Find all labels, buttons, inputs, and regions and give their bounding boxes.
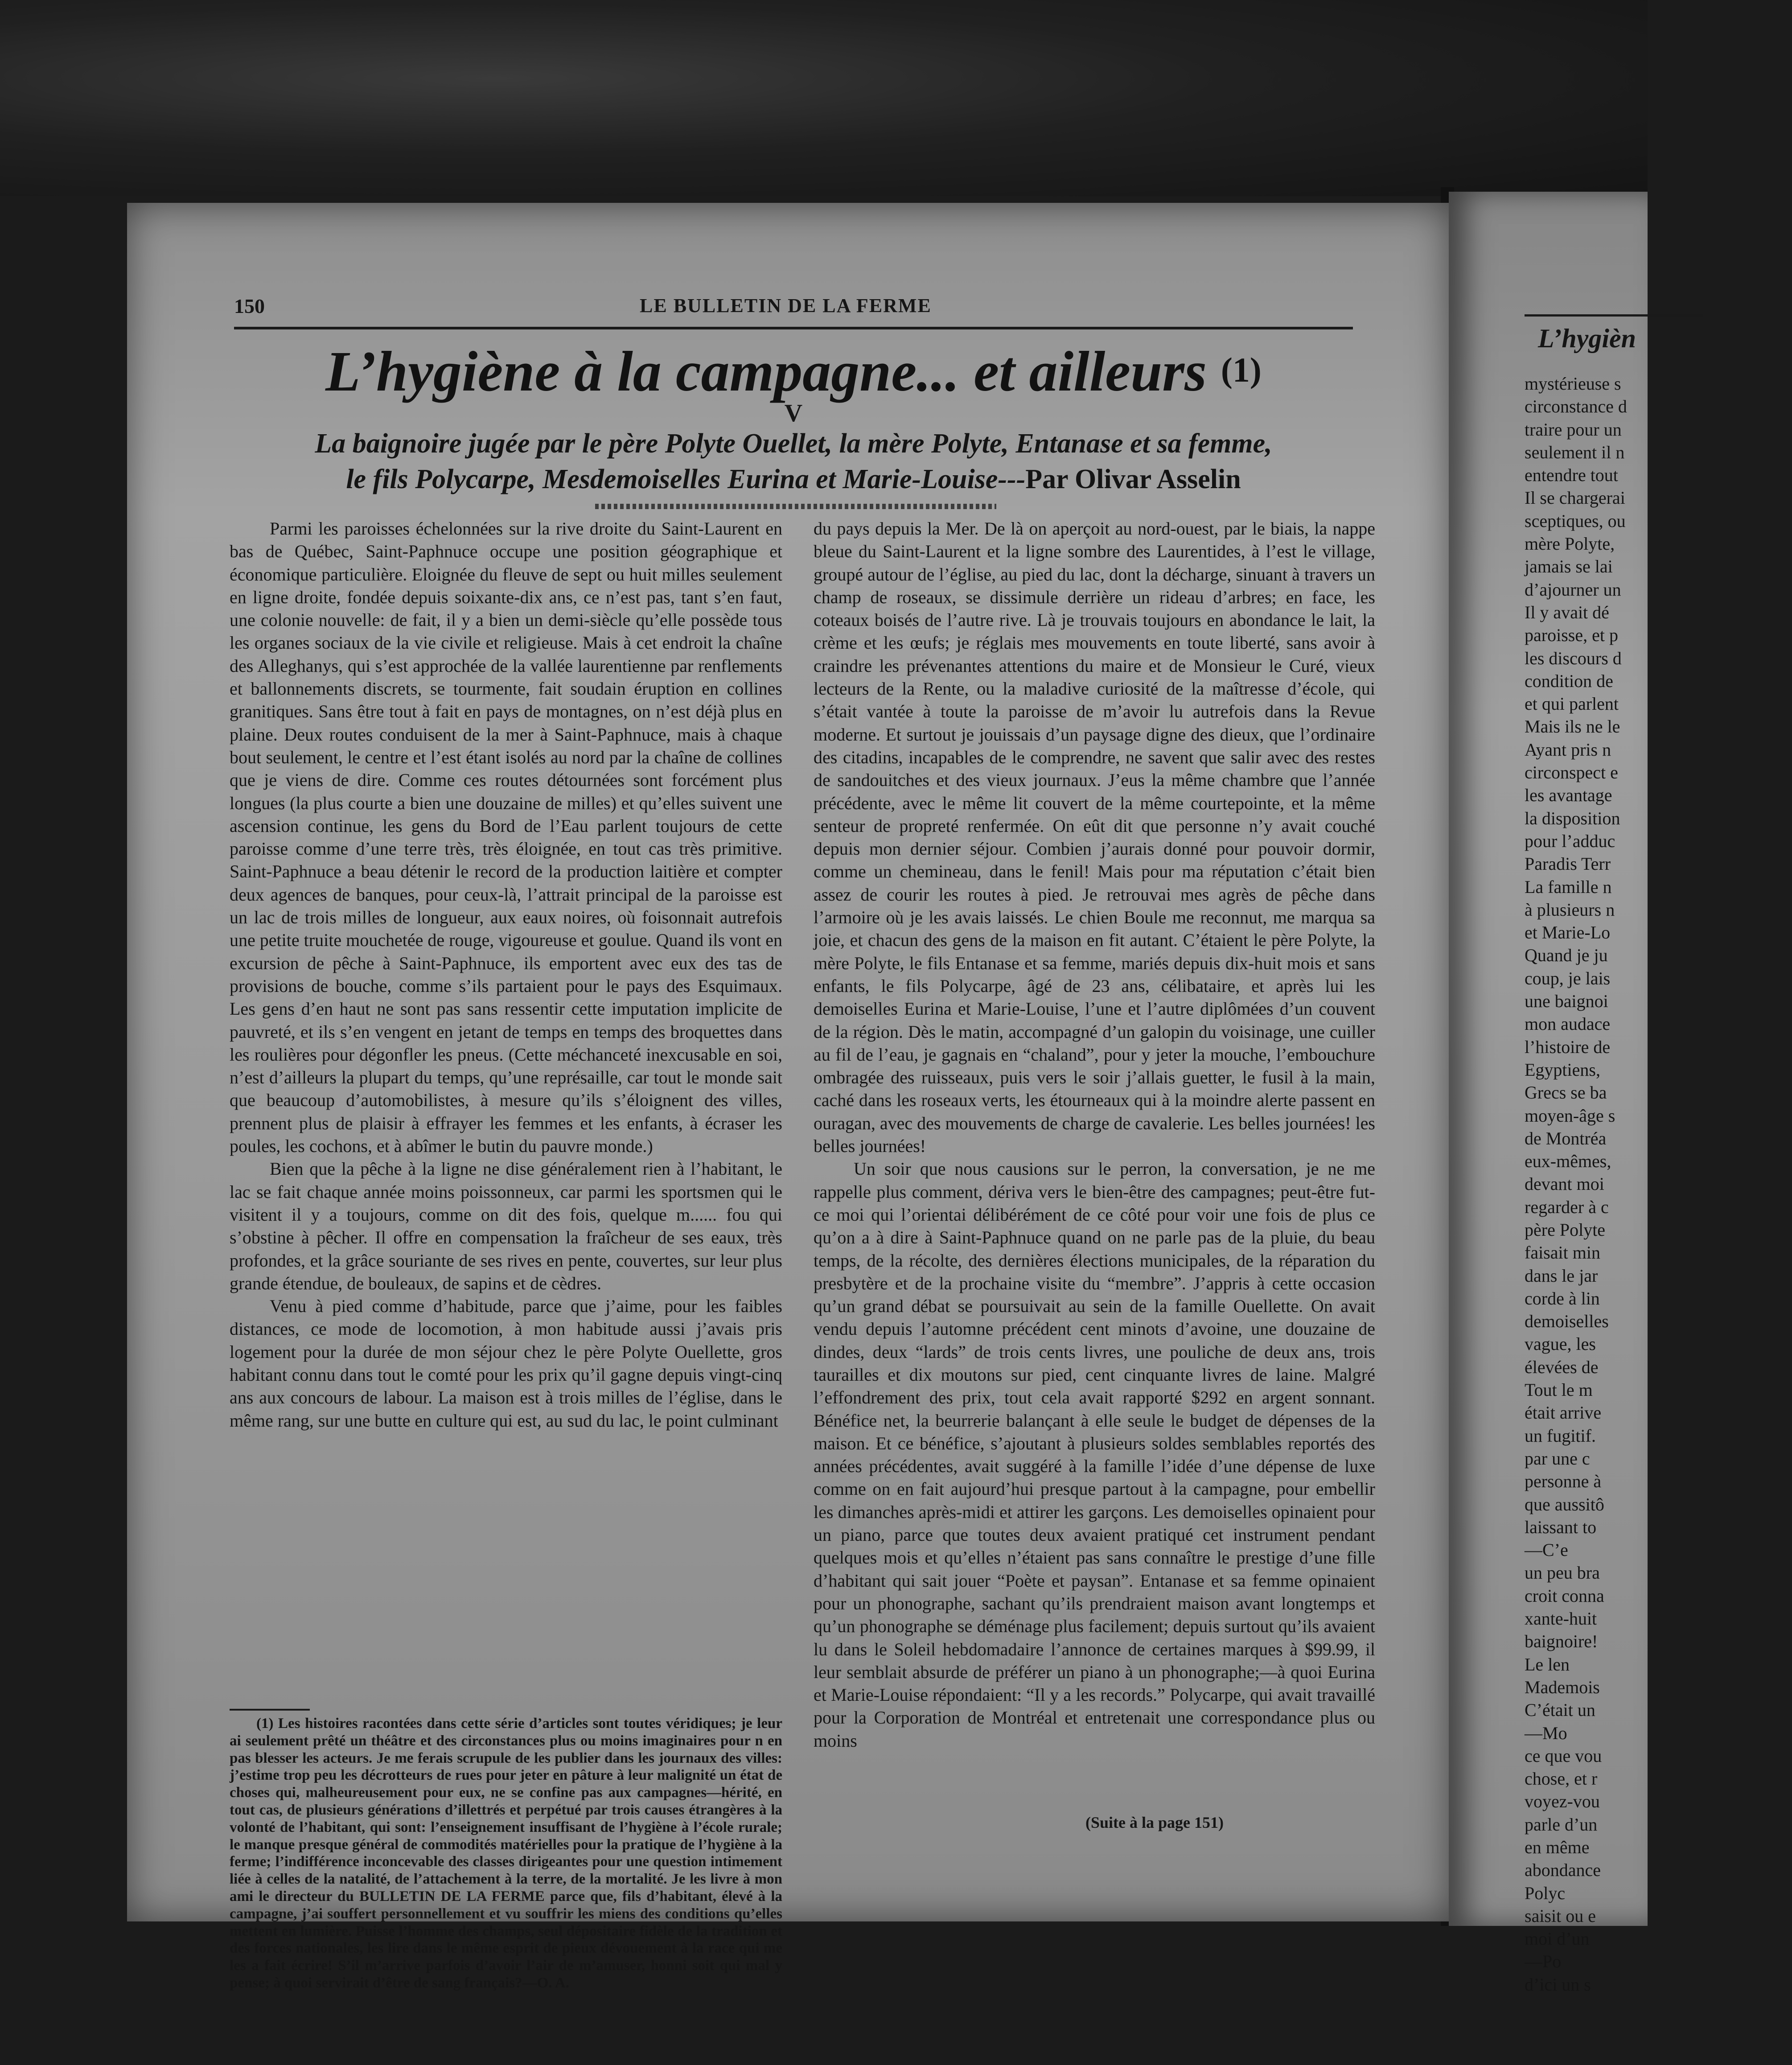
next-page-line: Mademois <box>1525 1677 1600 1697</box>
next-page-line: devant moi <box>1525 1174 1604 1194</box>
next-page-line: Mais ils ne le <box>1525 716 1620 737</box>
next-page-line: coup, je lais <box>1525 968 1611 988</box>
paragraph: du pays depuis la Mer. De là on aperçoit au nord-ouest, par le biais, la nappe bleue du Saint-Laurent et la ligne sombre des Laurentides, à l’est le village, groupé autour de l’église, au pied du lac, dont la décharge, sinuant à travers un champ de roseaux, se dissimule derrière un rideau d’arbres; en face, les coteaux boisés de l’autre rive. Là je trouvais toujours en abondance le lait, la crème et les œufs; je réglais mes mouvements en toute liberté, sans avoir à craindre les prévenantes attentions du maire et de Monsieur le Curé, vieux lecteurs de la Rente, ou la maladive curiosité de la maîtresse d’école, qui s’était vantée à toute la paroisse de m’avoir lu autrefois dans la Revue moderne. Et surtout je jouissais d’un paysage digne des dieux, que l’ordinaire des citadins, incapables de le comprendre, ne savent que salir avec des restes de sandouitches et des vieux journaux. J’eus la même chambre que l’année précédente, avec le même lit couvert de la même courtepointe, et la même senteur de propreté renfermée. On eût dit que personne n’y avait couché depuis mon dernier séjour. Combien j’aurais donné pour pouvoir dormir, comme un chemineau, dans le fenil! Mais pour ma réputation c’était bien assez de courir les routes à pied. Je retrouvai mes agrès de pêche dans l’armoire où je les avais laissés. Le chien Boule me reconnut, me marqua sa joie, et chacun des gens de la maison en fit autant. C’étaient le père Polyte, la mère Polyte, le fils Entanase et sa femme, mariés depuis dix-huit mois et sans enfants, le fils Polycarpe, âgé de 23 ans, célibataire, et après lui les demoiselles Eurina et Marie-Louise, l’une et l’autre diplômées d’un couvent de la région. Dès le matin, accompagné d’un galopin du voisinage, une cuiller au fil de l’eau, je gagnais en “chaland”, pour y jeter la mouche, l’embouchure ombragée des ruisseaux, puis vers le soir j’allais guetter, le fusil à la main, caché dans les roseaux verts, les étourneaux qui à la moindre alerte passent en ouragan, avec des mouvements de charge de cavalerie. Les belles journées! les belles journées! <box>814 518 1375 1156</box>
next-page-line: l’histoire de <box>1525 1037 1611 1057</box>
next-page-line: à plusieurs n <box>1525 899 1615 920</box>
next-page-line: ce que vou <box>1525 1745 1602 1766</box>
next-page-line: les avantage <box>1525 785 1612 806</box>
next-page-line: condition de <box>1525 671 1613 691</box>
journal-name: LE BULLETIN DE LA FERME <box>640 295 932 317</box>
next-page-line: d’ici un s <box>1525 1974 1591 1995</box>
next-page-line: faisait min <box>1525 1242 1600 1263</box>
next-page-line: mon audace <box>1525 1014 1611 1034</box>
subtitle-line-2 <box>234 461 1353 497</box>
page-151-fragment <box>1449 192 1648 1995</box>
next-page-title: L’hygièn <box>1538 324 1636 353</box>
article-part-number: V <box>784 399 803 427</box>
next-page-line: en même <box>1525 1837 1590 1857</box>
next-page-line: entendre tout <box>1525 465 1618 485</box>
next-page-line: La famille n <box>1525 876 1612 897</box>
next-page-line: regarder à c <box>1525 1197 1609 1217</box>
next-page-line: croit conna <box>1525 1585 1604 1606</box>
next-page-column <box>1525 372 1792 1996</box>
next-page-line: chose, et r <box>1525 1769 1598 1789</box>
next-page-line: les discours d <box>1525 648 1622 668</box>
next-page-header-rule <box>1525 314 1703 317</box>
next-page-line: circonspect e <box>1525 762 1618 783</box>
next-page-line: dans le jar <box>1525 1265 1598 1286</box>
next-page-line: voyez-vou <box>1525 1791 1600 1812</box>
page-150 <box>127 203 1451 1991</box>
next-page-line: Il se chargerai <box>1525 488 1625 508</box>
next-page-line: seulement il n <box>1525 442 1625 462</box>
paragraph: Un soir que nous causions sur le perron, la conversation, je ne me rappelle plus comment, dériva vers le bien-être des campagnes; peut-être fut-ce moi qui l’orientai délibérément de ce côté pour voir une fois de plus ce qu’on a à dire à Saint-Paphnuce quand on ne parle pas de la pluie, du beau temps, de la récolte, des dernières élections municipales, de la réparation du presbytère et de la prochaine visite du “membre”. J’appris à cette occasion qu’un grand débat se poursuivait au sein de la famille Ouellette. On avait vendu depuis l’automne précédent cent minots d’avoine, une douzaine de dindes, deux “lards” de trois cents livres, une pouliche de deux ans, trois taurailles et dix moutons sur pied, cent cinquante livres de laine. Malgré l’effondrement des prix, tout cela avait rapporté $292 en argent sonnant. Bénéfice net, la beurrerie balançant à elle seule le budget de dépenses de la maison. Et ce bénéfice, s’ajoutant à plusieurs soldes semblables reportés des années précédentes, avait suggéré à la famille l’idée d’une dépense de luxe comme on en fait aujourd’hui presque partout à la campagne, pour embellir les dimanches après-midi et attirer les garçons. Les demoiselles opinaient pour un piano, parce que toutes deux avaient pratiqué cet instrument pendant quelques mois et qu’elles n’étaient pas sans connaître le prestige d’une fille d’habitant qui sait jouer “Poète et paysan”. Entanase et sa femme opinaient pour un phonographe, sachant qu’ils prendraient maison avant longtemps et qu’un phonographe se déménage plus facilement; depuis surtout qu’ils avaient lu dans le Soleil hebdomadaire l’annonce de certaines marques à $99.99, il leur semblait absurde de préférer un piano à un phonographe;—à quoi Eurina et Marie-Louise répondaient: “Il y a les records.” Polycarpe, qui avait travaillé pour la Corporation de Montréal et entretenait une correspondance plus ou moins <box>814 1159 1375 1751</box>
next-page-line: sceptiques, ou <box>1525 510 1626 531</box>
left-column <box>230 517 782 1432</box>
next-page-line: —Mo <box>1525 1723 1567 1743</box>
paragraph: Venu à pied comme d’habitude, parce que j’aime, pour les faibles distances, ce mode de locomotion, à mon habitude aussi j’avais pris logement pour la durée de mon séjour chez le père Polyte Ouellette, gros habitant connu dans tout le comté pour les prix qu’il gagne depuis vingt-cinq ans aux concours de labour. La maison est à trois milles de l’église, dans le même rang, sur une butte en culture qui est, au sud du lac, le point culminant <box>230 1296 782 1431</box>
next-page-line: vague, les <box>1525 1334 1596 1354</box>
continued-note: (Suite à la page 151) <box>1085 1814 1224 1831</box>
next-page-line: un peu bra <box>1525 1563 1600 1583</box>
next-page-line: que aussitô <box>1525 1494 1604 1514</box>
next-page-line: était arrive <box>1525 1403 1602 1423</box>
footnote-rule <box>230 1709 310 1711</box>
next-page-line: mère Polyte, <box>1525 534 1615 554</box>
next-page-line: moi d’un <box>1525 1929 1590 1949</box>
next-page-line: pour l’adduc <box>1525 831 1615 851</box>
next-page-line: d’ajourner un <box>1525 579 1621 600</box>
footnote-text: (1) Les histoires racontées dans cette série d’articles sont toutes véridiques; je leur ai seulement prêté un théâtre et des circonstances plus ou moins imaginaires pour n en pas blesser les acteurs. Je me ferais scrupule de les publier dans les journaux des villes: j’estime trop peu les décrotteurs de rues pour jeter en pâture à leur malignité un état de choses qui, malheureusement pour eux, ne se confine pas aux campagnes—hérité, en tout cas, de plusieurs générations d’illettrés et perpétué par trois causes étrangères à la volonté de l’habitant, qui sont: l’enseignement insuffisant de l’hygiène à l’école rurale; le manque presque général de commodités matérielles pour la pratique de l’hygiène à la ferme; l’indifférence inconcevable des classes dirigeantes pour une question intimement liée à celles de la natalité, de l’attachement à la terre, de la mortalité. Je les livre à mon ami le directeur du BULLETIN DE LA FERME parce que, fils d’habitant, élevé à la campagne, j’ai souffert personnellement et vu souffrir les miens des conditions qu’elles mettent en lumière. Puisse l’homme des champs, seul dépositaire fidèle de la tradition et des forces nationales, les lire dans le même esprit de pieux dévouement à la race qui me les a fait écrire! S’il m’arrive parfois d’avoir l’air de m’amuser, honni soit qui mal y pense; à quoi servirait d’être de sang français?—O. A. <box>230 1715 782 1991</box>
next-page-line: Ayant pris n <box>1525 739 1611 760</box>
page-number: 150 <box>234 295 265 317</box>
paragraph: Bien que la pêche à la ligne ne dise généralement rien à l’habitant, le lac se fait chaque année moins poissonneux, car parmi les sportsmen qui le visitent il y a toujours, comme on dit des fois, quelque m...... fou qui s’obstine à pêcher. Il offre en compensation la fraîcheur de ses eaux, très profondes, et la grâce souriante de ses rives en pente, couvertes, sur leur plus grande étendue, de bouleaux, de sapins et de cèdres. <box>230 1159 782 1293</box>
next-page-line: C’était un <box>1525 1700 1595 1720</box>
next-page-line: —Po <box>1525 1951 1562 1972</box>
microfilm-background <box>0 0 1648 196</box>
next-page-line: corde à lin <box>1525 1288 1600 1308</box>
next-page-line: mystérieuse s <box>1525 374 1621 394</box>
next-page-line: moyen-âge s <box>1525 1105 1615 1126</box>
next-page-line: laissant to <box>1525 1517 1597 1537</box>
next-page-line: et Marie-Lo <box>1525 922 1611 943</box>
article-title <box>234 337 1353 405</box>
next-page-line: baignoire! <box>1525 1631 1598 1652</box>
next-page-line: personne à <box>1525 1471 1602 1492</box>
right-column <box>814 517 1375 1752</box>
next-page-line: élevées de <box>1525 1357 1599 1377</box>
next-page-line: xante-huit <box>1525 1608 1597 1629</box>
header-rule <box>234 327 1353 329</box>
article-subtitle <box>234 426 1353 497</box>
subtitle-line-2-text: le fils Polycarpe, Mesdemoiselles Eurina et Marie-Louise--- <box>346 464 1026 494</box>
next-page-line: Quand je ju <box>1525 945 1608 966</box>
subtitle-line-1: La baignoire jugée par le père Polyte Ouellet, la mère Polyte, Entanase et sa femme, <box>315 428 1272 459</box>
next-page-line: eux-mêmes, <box>1525 1151 1611 1172</box>
next-page-line: Le len <box>1525 1654 1570 1674</box>
decorative-rule <box>595 504 996 509</box>
next-page-line: parle d’un <box>1525 1814 1598 1835</box>
next-page-line: demoiselles <box>1525 1311 1609 1332</box>
next-page-line: Il y avait dé <box>1525 602 1609 622</box>
next-page-line: jamais se lai <box>1525 556 1613 577</box>
next-page-line: abondance <box>1525 1860 1601 1880</box>
next-page-line: et qui parlent <box>1525 694 1619 714</box>
next-page-line: par une c <box>1525 1448 1590 1469</box>
next-page-line: —C’e <box>1525 1540 1568 1560</box>
paragraph: Parmi les paroisses échelonnées sur la rive droite du Saint-Laurent en bas de Québec, Saint-Paphnuce occupe une position géographique et économique particulière. Eloignée du fleuve de sept ou huit milles seulement en ligne droite, fondée depuis soixante-dix ans, ce n’est pas, tant s’en faut, une colonie nouvelle: de fait, il y a bien un demi-siècle qu’elle possède tous les organes sociaux de la vie civile et religieuse. Mais à cet endroit la chaîne des Alleghanys, qui s’est approchée de la vallée laurentienne par renflements et ballonnements discrets, se tourmente, fait soudain éruption en collines granitiques. Sans être tout à fait en pays de montagnes, on n’est déjà plus en plaine. Deux routes conduisent de la mer à Saint-Paphnuce, mais à chaque bout seulement, le centre et l’est étant isolés au nord par la chaîne de collines que je viens de dire. Comme ces routes détournées sont forcément plus longues (la plus courte a bien une douzaine de milles) et qu’elles suivent une ascension continue, les gens du Bord de l’Eau parlent toujours de cette paroisse comme d’une terre très, très éloignée, en tout cas très primitive. Saint-Paphnuce a beau détenir le record de la production laitière et compter deux agences de banques, pour ceux-là, l’attrait principal de la paroisse est un lac de trois milles de longueur, aux eaux noires, où foisonnait autrefois une petite truite mouchetée de rouge, vigoureuse et goulue. Quand ils vont en excursion de pêche à Saint-Paphnuce, ils emportent avec eux des tas de provisions de bouche, comme s’ils partaient pour le pays des Esquimaux. Les gens d’en haut ne sont pas sans ressentir cette imputation implicite de pauvreté, et ils s’en vengent en jetant de temps en temps des broquettes dans les roulières pour dégonfler les pneus. (Cette méchanceté inexcusable en soi, n’est d’ailleurs la plupart du temps, qu’une représaille, car tout le monde sait que beaucoup d’automobilistes, à mesure qu’ils s’éloignent des villes, prennent plus de plaisir à effrayer les femmes et les enfants, à écraser les poules, les cochons, et à abîmer le butin du pauvre monde.) <box>230 518 782 1156</box>
next-page-line: traire pour un <box>1525 419 1622 440</box>
next-page-line: Paradis Terr <box>1525 854 1611 874</box>
next-page-line: père Polyte <box>1525 1219 1606 1240</box>
next-page-line: paroisse, et p <box>1525 625 1618 646</box>
next-page-line: de Montréa <box>1525 1128 1607 1148</box>
next-page-line: un fugitif. <box>1525 1425 1596 1446</box>
next-page-line: Tout le m <box>1525 1380 1593 1400</box>
byline: Par Olivar Asselin <box>1025 464 1241 494</box>
article-title-text: L’hygiène à la campagne... et ailleurs <box>325 340 1207 403</box>
next-page-line: la disposition <box>1525 808 1620 828</box>
next-page-line: Egyptiens, <box>1525 1059 1600 1080</box>
next-page-line: Grecs se ba <box>1525 1082 1607 1103</box>
title-footnote-marker: (1) <box>1221 350 1262 389</box>
next-page-line: Polyc <box>1525 1883 1566 1903</box>
next-page-line: saisit ou e <box>1525 1905 1596 1926</box>
next-page-line: une baignoi <box>1525 991 1608 1012</box>
next-page-line: circonstance d <box>1525 396 1627 417</box>
footnote <box>230 1715 782 1992</box>
